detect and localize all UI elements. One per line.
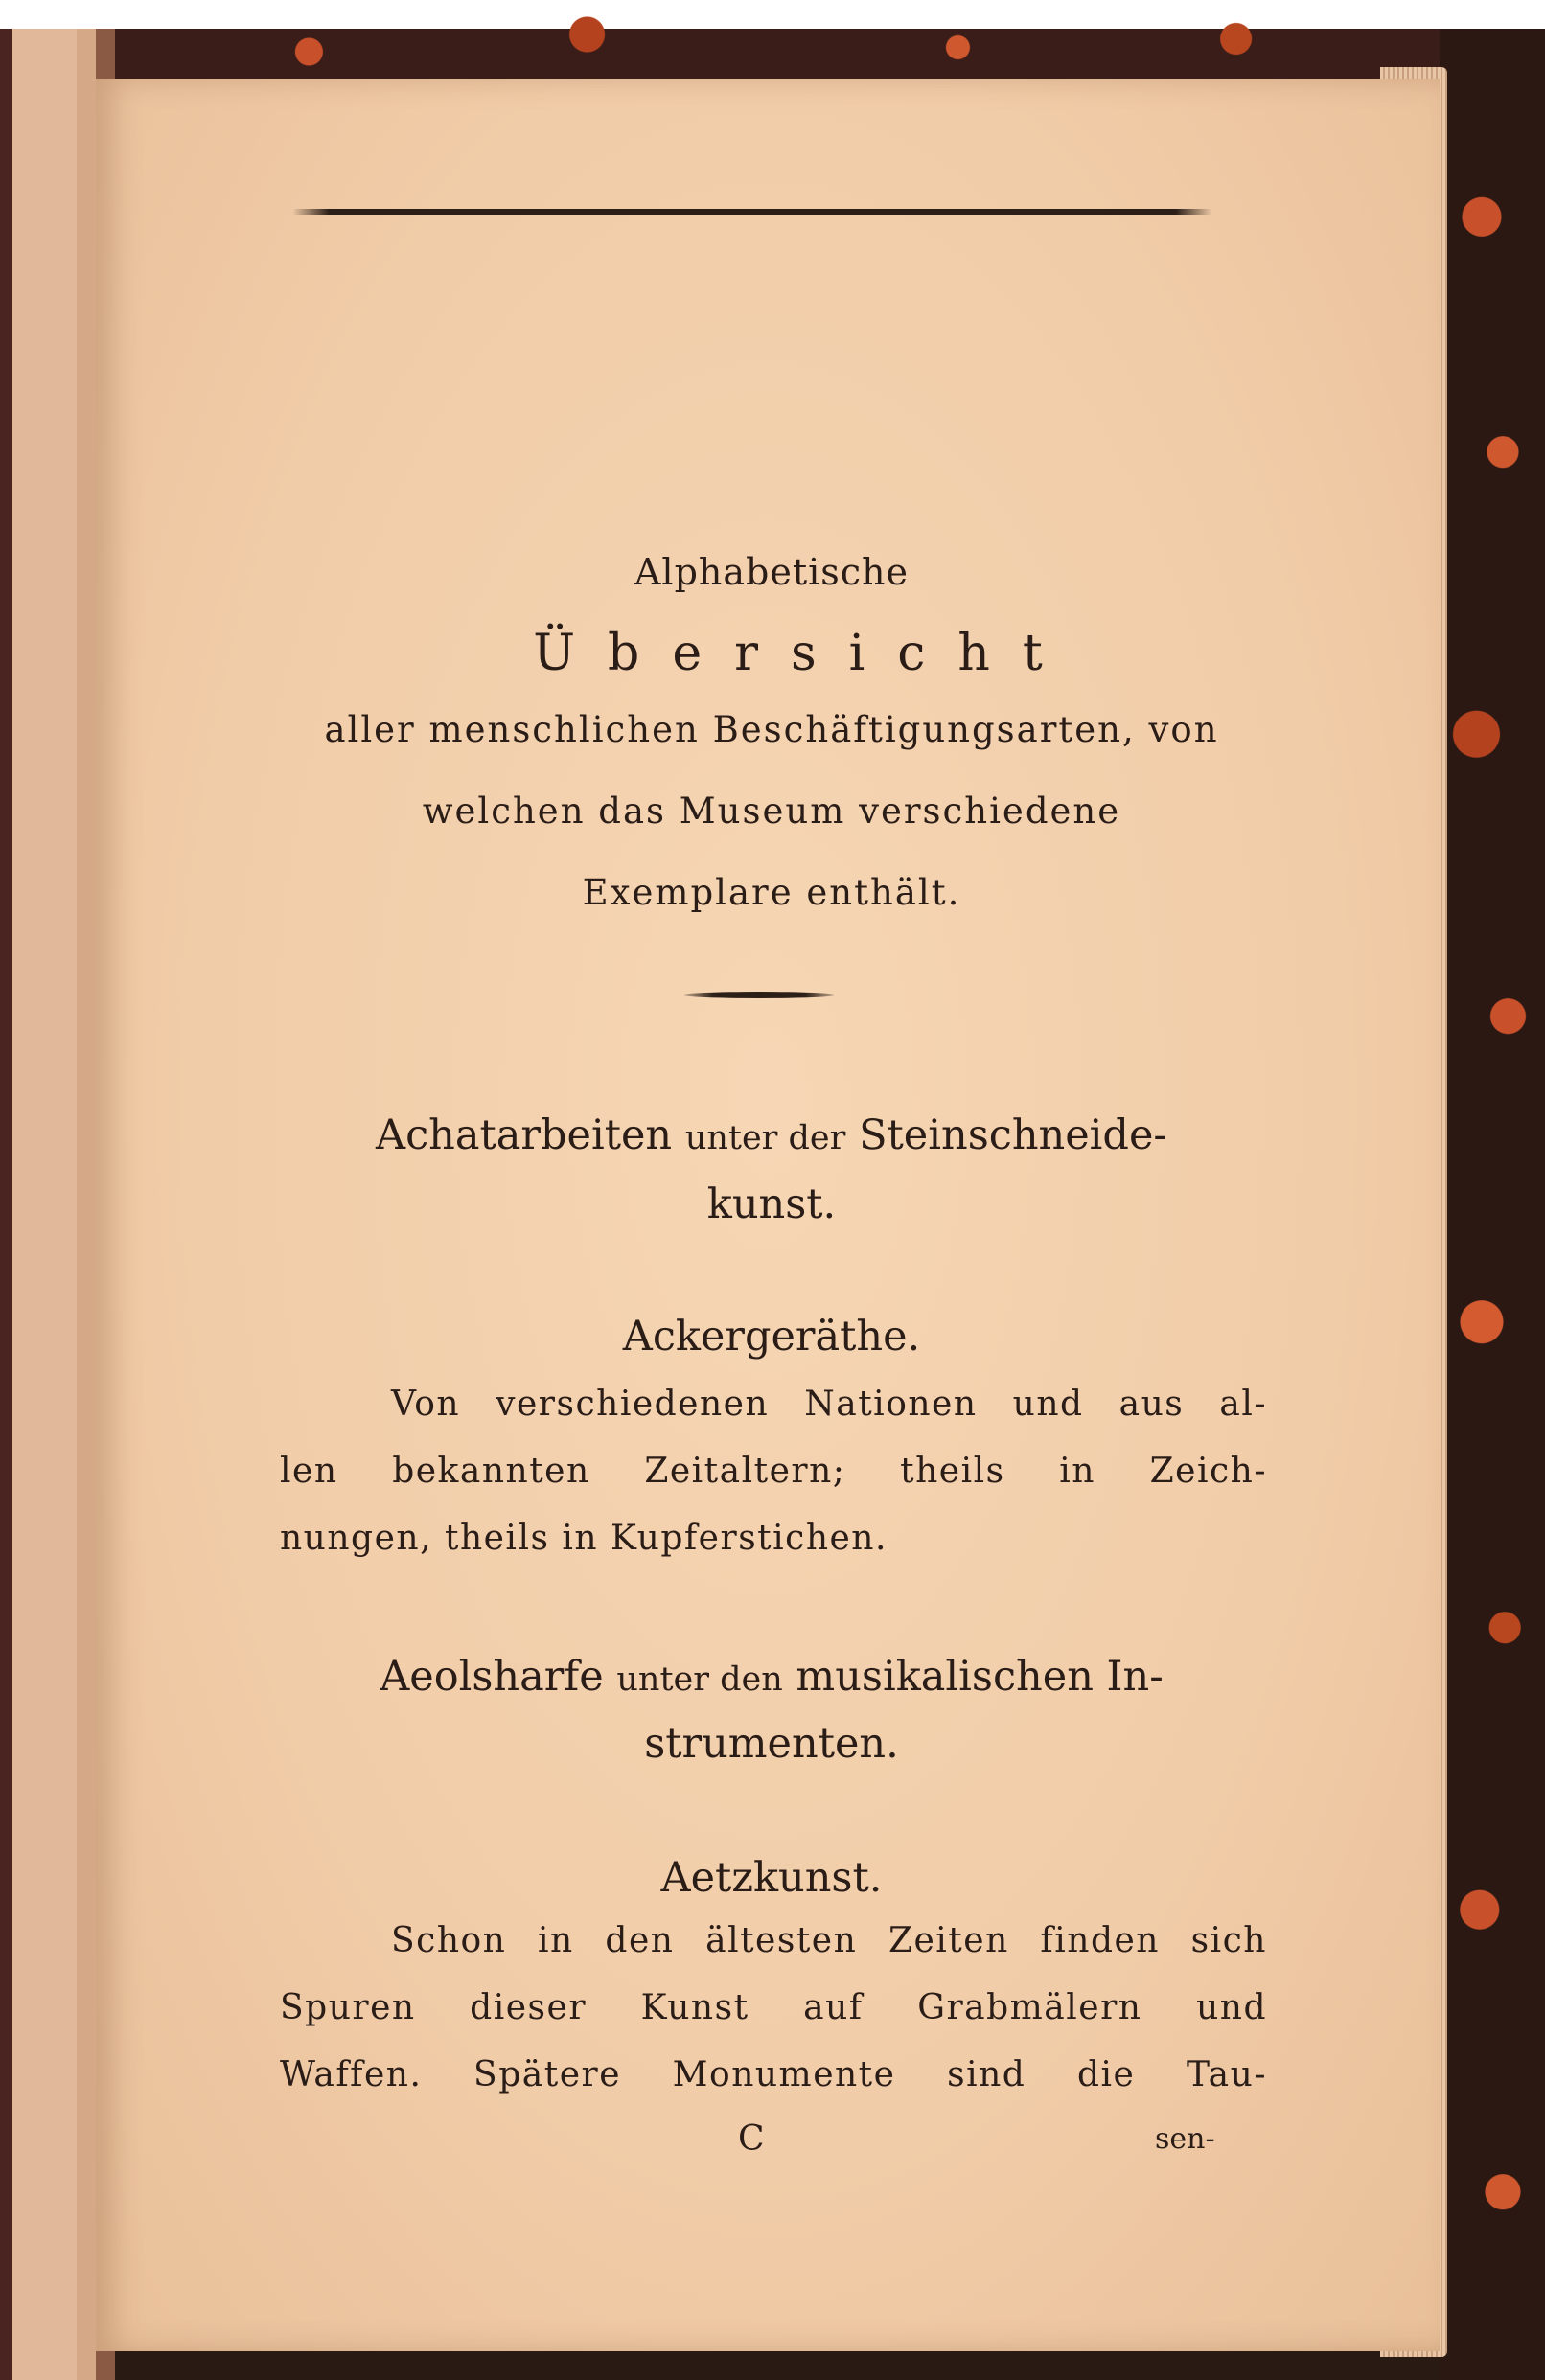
entry-achatarbeiten-head-line2: kunst.	[706, 1180, 837, 1228]
heading-line-1: Alphabetische	[634, 551, 910, 593]
heading-line-5: Exemplare enthält.	[582, 872, 961, 913]
separator-rule	[682, 992, 836, 998]
entry-aeolsharfe-head	[244, 1653, 1299, 1701]
book-cover-top	[0, 0, 1545, 86]
entry-ackergeraethe-body-line-1: Von verschiedenen Nationen und aus al-	[391, 1385, 1267, 1424]
entry-achatarbeiten-connector: unter der	[684, 1119, 846, 1157]
heading-line-3: aller menschlichen Beschäftigungsarten, von	[324, 709, 1219, 750]
top-rule	[292, 209, 1212, 215]
entry-achatarbeiten-head	[244, 1111, 1299, 1159]
book-cover-right	[1440, 29, 1545, 2380]
entry-aeolsharfe-connector: unter den	[616, 1660, 783, 1699]
entry-aeolsharfe-term: Aeolsharfe	[380, 1653, 604, 1701]
entry-aeolsharfe-head-line2: strumenten.	[644, 1720, 899, 1768]
entry-aetzkunst-body-line-1: Schon in den ältesten Zeiten finden sich	[391, 1921, 1267, 1960]
heading-title: Übersicht	[533, 625, 1075, 682]
signature-mark: C	[738, 2119, 765, 2159]
entry-aetzkunst-body-line-3: Waffen. Spätere Monumente sind die Tau-	[280, 2055, 1267, 2094]
catchword: sen-	[1155, 2122, 1215, 2156]
heading-line-4: welchen das Museum verschiedene	[422, 790, 1121, 832]
entry-aetzkunst-body-line-2: Spuren dieser Kunst auf Grabmälern und	[280, 1988, 1267, 2027]
entry-ackergeraethe-body-line-2: len bekannten Zeitaltern; theils in Zeich-	[280, 1452, 1267, 1491]
entry-aeolsharfe-ref: musikalischen In-	[796, 1653, 1164, 1701]
entry-aetzkunst-head: Aetzkunst.	[660, 1854, 883, 1902]
entry-achatarbeiten-ref: Steinschneide-	[859, 1111, 1167, 1159]
entry-ackergeraethe-body-line-3: nungen, theils in Kupferstichen.	[280, 1519, 888, 1558]
entry-achatarbeiten-term: Achatarbeiten	[376, 1111, 673, 1159]
entry-ackergeraethe-head: Ackergeräthe.	[622, 1313, 921, 1361]
